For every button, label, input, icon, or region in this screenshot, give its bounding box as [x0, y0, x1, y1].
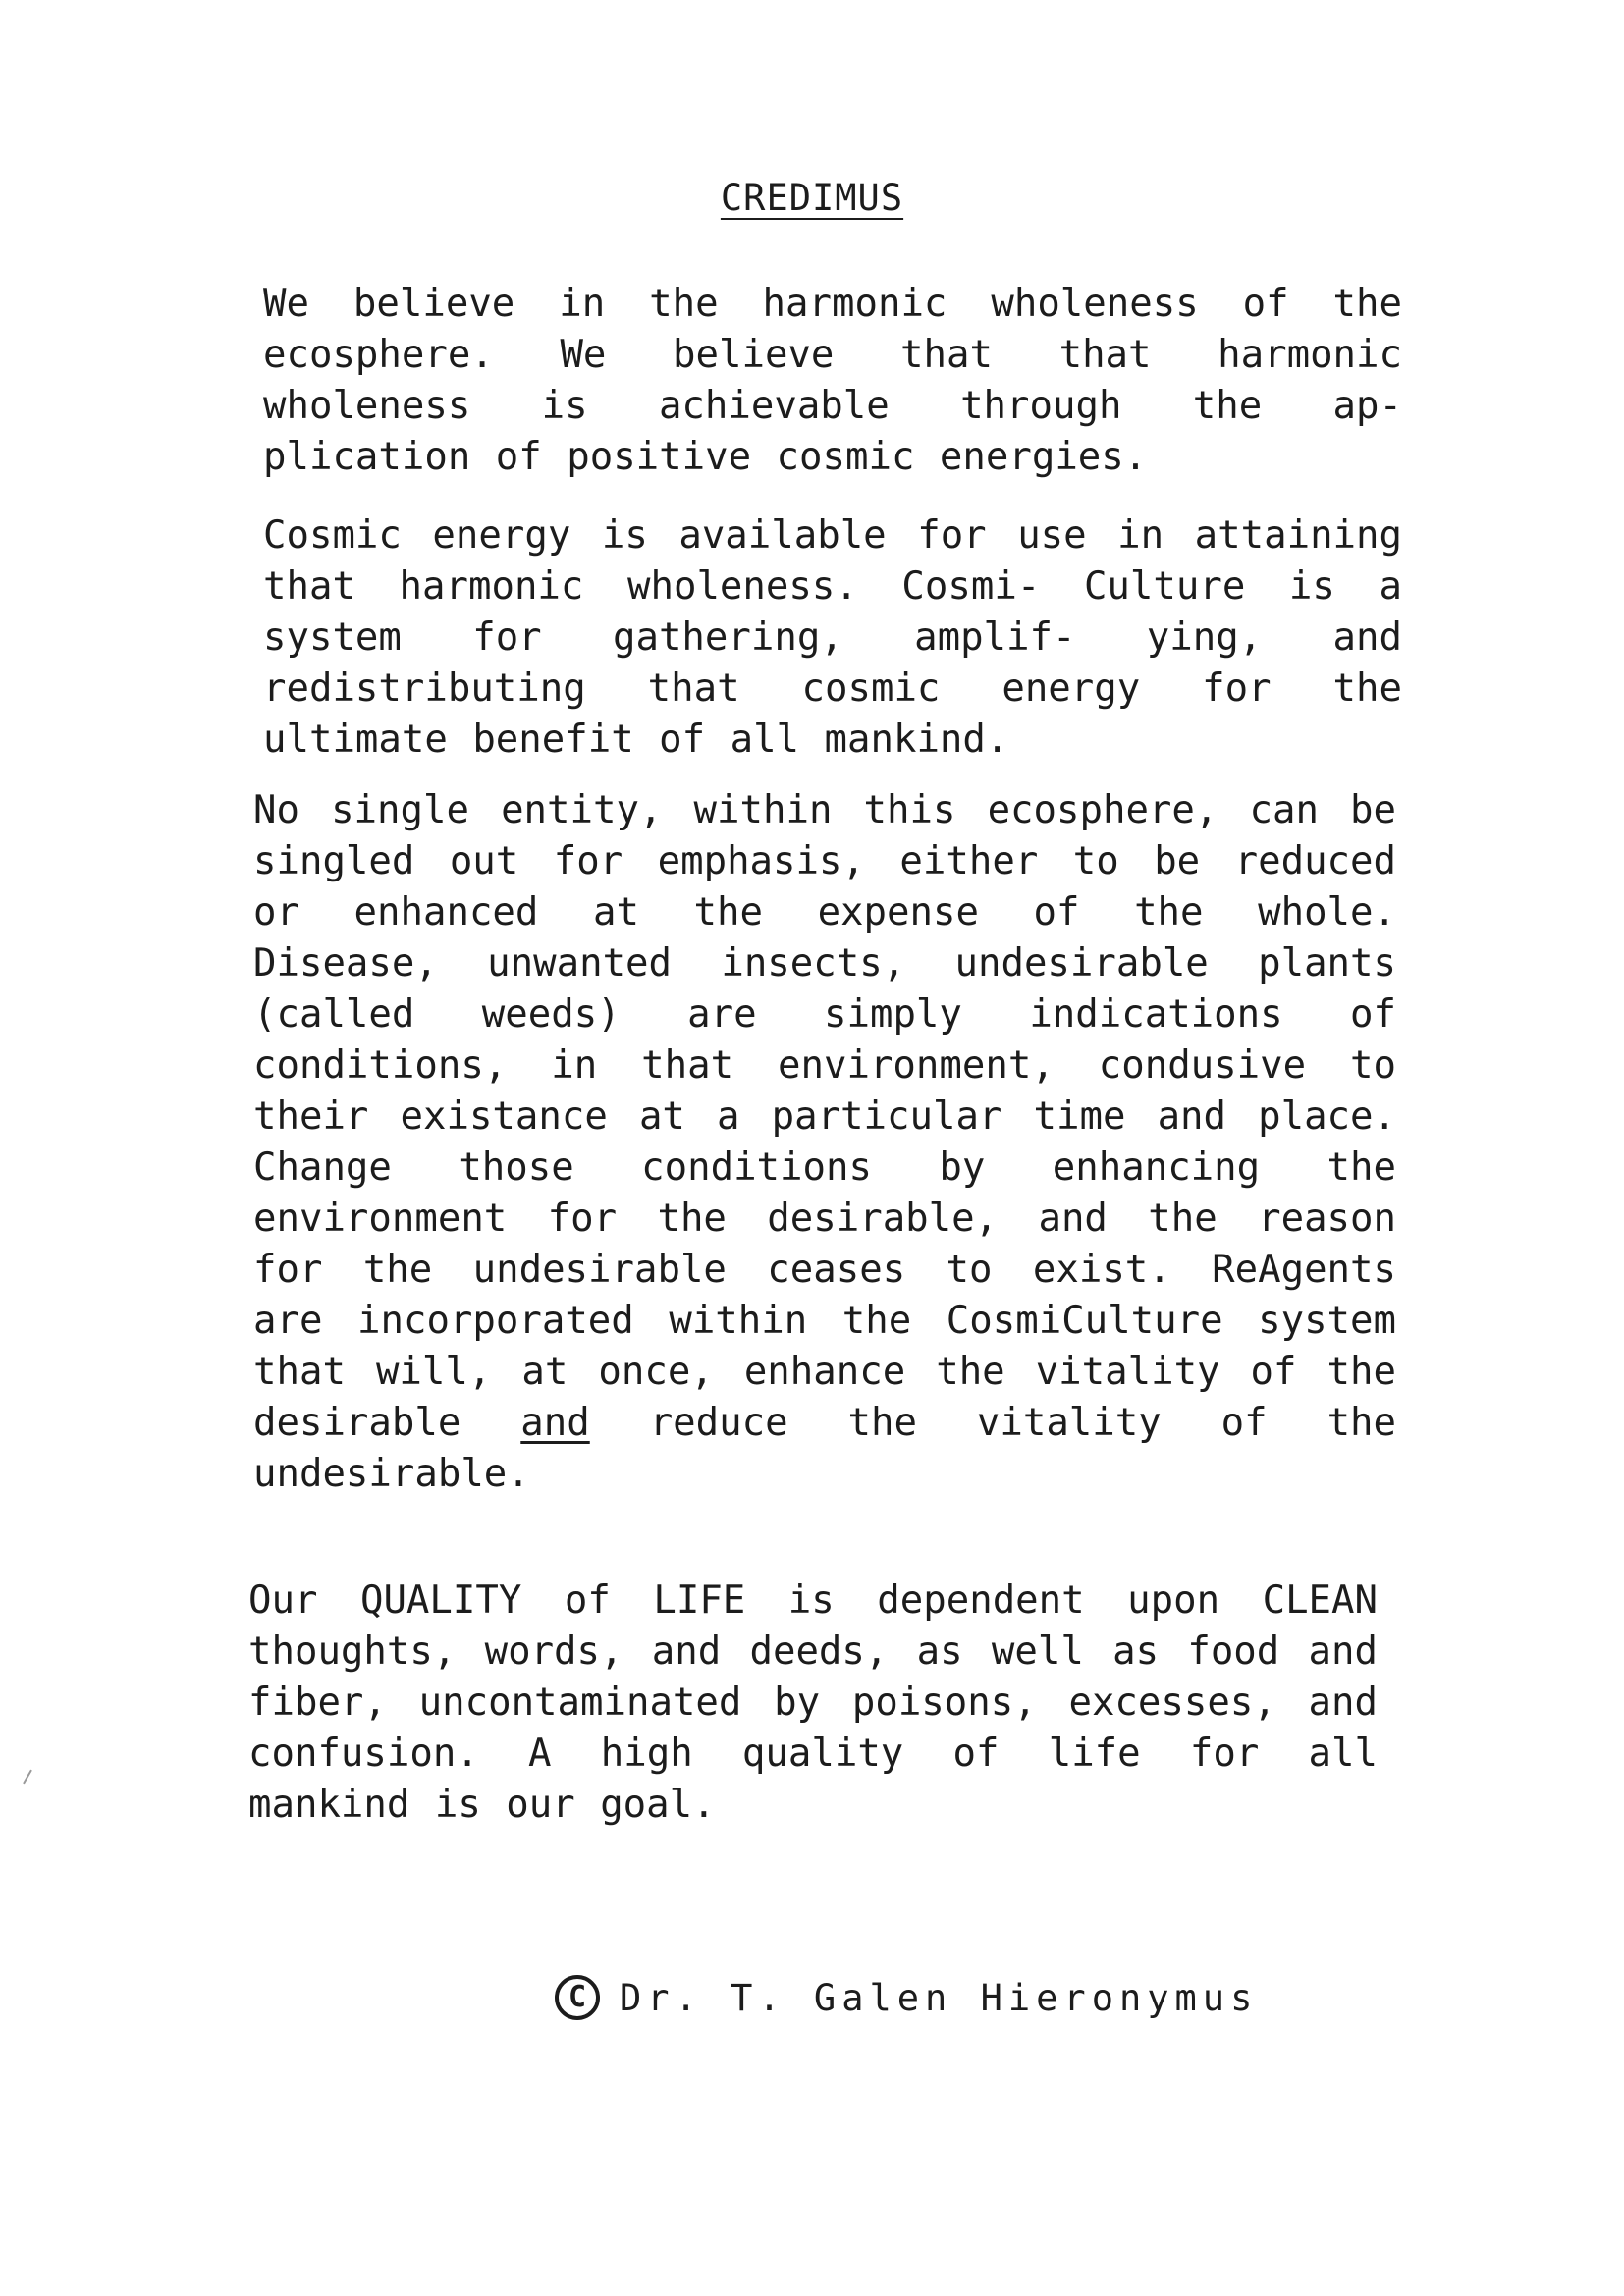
paragraph-4: Our QUALITY of LIFE is dependent upon CLEAN thoughts, words, and deeds, as well as food and fiber, uncontaminated by poisons, excesses, and confusion. A high quality of life for all mankind is our goal. — [248, 1578, 1378, 1827]
paragraph-2: Cosmic energy is available for use in attaining that harmonic wholeness. Cosmi- Culture is a system for gathering, amplif- ying, and redistributing that cosmic energy for the ultimate benefit of all mankind. — [263, 513, 1402, 762]
author-name: Dr. T. Galen Hieronymus — [620, 1977, 1259, 2019]
underlined-word: and — [520, 1401, 590, 1445]
paragraph-3-text-before: No single entity, within this ecosphere, can be singled out for emphasis, either to be reduced or enhanced at the expense of the whole. Disease, unwanted insects, undesirable plants (called weeds) are simply indications of conditions, in that environment, condusive to their existance at a particular time and place. Change those conditions by enhancing the environment for the desirable, and the reason for the undesirable ceases to exist. ReAgents are incorporated within the CosmiCulture system that will, at once, enhance the vitality of the desirable — [253, 788, 1396, 1445]
copyright-icon: C — [555, 1975, 600, 2020]
title-text: CREDIMUS — [720, 177, 904, 219]
paragraph-3-text-after: reduce the vitality of the undesirable. — [253, 1401, 1397, 1496]
signature-line — [555, 1973, 1258, 2024]
scan-speck-decoration — [23, 1770, 32, 1785]
page-title — [0, 175, 1624, 222]
paragraph-1: We believe in the harmonic wholeness of the ecosphere. We believe that that harmonic wholeness is achievable through the ap- plication of positive cosmic energies. — [263, 282, 1402, 479]
paragraph-3 — [253, 785, 1396, 1500]
